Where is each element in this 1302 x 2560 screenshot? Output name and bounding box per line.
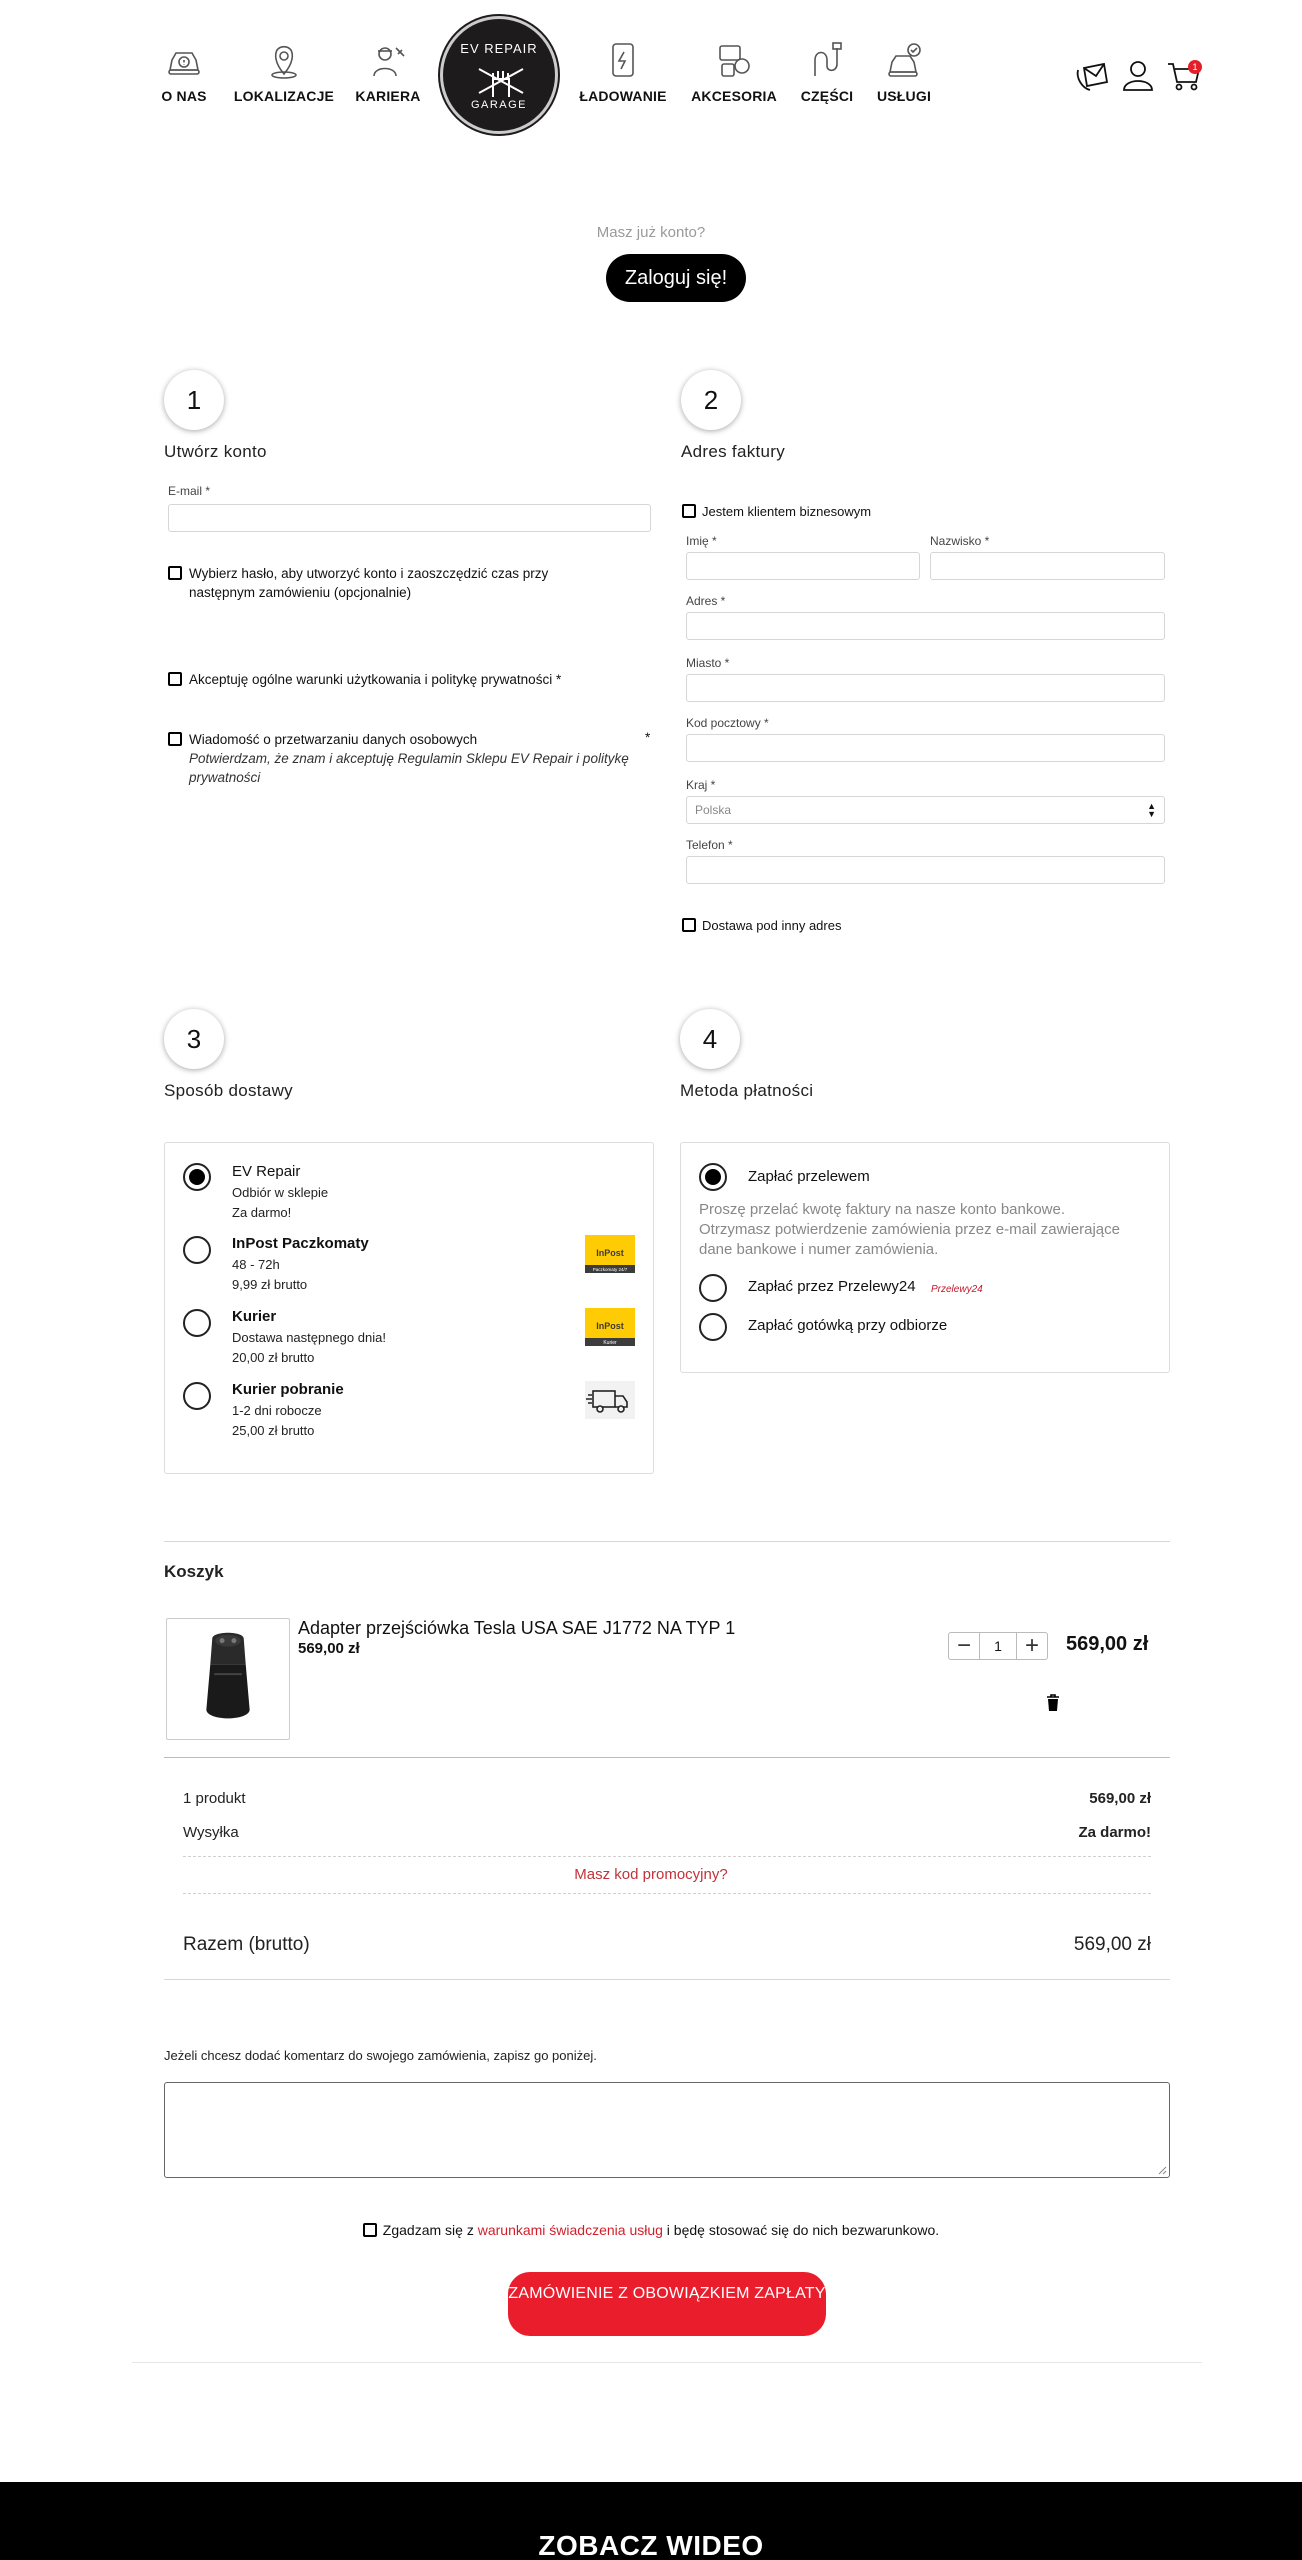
nav-label: KARIERA [355,88,421,104]
privacy-title: Wiadomość o przetwarzaniu danych osobowych [189,732,478,747]
promo-code-link[interactable]: Masz kod promocyjny? [574,1866,728,1883]
shipping-option-price: Za darmo! [232,1205,292,1220]
shipping-option-desc [232,1328,386,1368]
transfer-description: Proszę przelać kwotę faktury na nasze konto bankowe. Otrzymasz potwierdzenie zamówienia przez e-mail zawierające dane bankowe i numer zamówienia. [699,1201,1120,1258]
inpost-kurier-logo [585,1308,635,1346]
shipping-option-line1: 48 - 72h [232,1257,280,1272]
shipping-option-name: EV Repair [232,1163,301,1180]
business-client-label: Jestem klientem biznesowym [702,504,872,519]
shipping-radio-kurier[interactable] [183,1309,211,1337]
shipping-option-line1: 1-2 dni robocze [232,1403,322,1418]
nav-ladowanie[interactable] [563,40,683,104]
comment-label: Jeżeli chcesz dodać komentarz do swojego zamówienia, zapisz go poniżej. [164,2048,597,2063]
divider [132,2362,1202,2363]
email-field[interactable] [168,504,651,532]
payment-option-name: Zapłać przez Przelewy24 [748,1278,916,1295]
site-header [0,0,1302,140]
step-2-badge: 2 [681,370,741,430]
privacy-checkbox[interactable] [168,732,182,746]
nav-label: ŁADOWANIE [579,88,667,104]
mechanic-icon [368,40,408,80]
address-field[interactable] [686,612,1165,640]
shipping-option-line1: Odbiór w sklepie [232,1185,329,1200]
shipping-radio-inpost-paczkomaty[interactable] [183,1236,211,1264]
trash-icon[interactable] [1046,1694,1060,1712]
cart-count-badge: 1 [1188,60,1202,74]
privacy-required-star: * [645,730,651,745]
shipping-value: Za darmo! [1078,1824,1151,1841]
divider [164,1979,1170,1980]
order-comment-textarea[interactable] [164,2082,1170,2178]
select-arrows-icon: ▲ ▼ [1147,801,1156,819]
account-section-title: Utwórz konto [164,442,267,461]
agree-text-before: Zgadzam się z [382,2222,478,2238]
step-4-badge: 4 [680,1009,740,1069]
shipping-options-box [164,1142,654,1474]
address-label: Adres * [686,594,726,608]
inpost-logo-text: InPost [596,1321,624,1331]
agree-text-after: i będę stosować się do nich bezwarunkowo. [662,2222,940,2238]
shipping-label: Wysyłka [183,1824,239,1841]
service-terms-link[interactable]: warunkami świadczenia usług [477,2222,663,2238]
other-address-checkbox[interactable] [682,918,696,932]
payment-option-name: Zapłać przelewem [748,1168,870,1185]
first-name-label: Imię * [686,534,717,548]
footer-video-band [0,2482,1302,2560]
email-label: E-mail * [168,484,211,498]
przelewy24-logo: Przelewy24 [931,1284,983,1295]
payment-option-name: Zapłać gotówką przy odbiorze [748,1317,948,1334]
privacy-text: Potwierdzam, że znam i akceptuję Regulamin Sklepu EV Repair i politykę prywatności [189,751,629,785]
product-unit-price: 569,00 zł [298,1640,360,1657]
other-address-label: Dostawa pod inny adres [702,918,842,933]
service-terms-checkbox[interactable] [363,2223,377,2237]
fist-wrench-icon [477,61,525,101]
divider [164,1757,1170,1758]
phone-field[interactable] [686,856,1165,884]
postcode-field[interactable] [686,734,1165,762]
shipping-option-price: 25,00 zł brutto [232,1423,315,1438]
nav-uslugi[interactable] [844,40,964,104]
phone-label: Telefon * [686,838,733,852]
cart-title: Koszyk [164,1562,224,1581]
nav-label: AKCESORIA [691,88,777,104]
delivery-truck-icon [585,1381,635,1419]
payment-options-box [680,1142,1170,1373]
nav-label: CZĘŚCI [800,88,854,104]
ev-repair-logo[interactable] [440,16,558,134]
divider [183,1893,1151,1894]
place-order-button[interactable]: ZAMÓWIENIE Z OBOWIĄZKIEM ZAPŁATY [508,2272,826,2336]
shipping-radio-kurier-pobranie[interactable] [183,1382,211,1410]
qty-value[interactable]: 1 [979,1633,1017,1659]
product-count-value: 569,00 zł [1089,1790,1151,1807]
qty-decrease-button[interactable]: − [956,1632,971,1659]
nav-label: LOKALIZACJE [233,88,335,104]
nav-label: O NAS [161,88,207,104]
country-value: Polska [695,803,732,817]
line-total: 569,00 zł [1066,1633,1149,1655]
business-client-checkbox[interactable] [682,504,696,518]
first-name-field[interactable] [686,552,920,580]
accessories-icon [714,40,754,80]
city-label: Miasto * [686,656,730,670]
last-name-label: Nazwisko * [930,534,990,548]
payment-section-title: Metoda płatności [680,1081,814,1100]
last-name-field[interactable] [930,552,1165,580]
inpost-logo-text: InPost [596,1248,624,1258]
logo-text-top: EV REPAIR [460,41,538,56]
payment-radio-przelewy24[interactable] [699,1274,727,1302]
country-select[interactable] [686,796,1165,824]
payment-radio-cash[interactable] [699,1313,727,1341]
nav-label: USŁUGI [876,88,932,104]
product-thumbnail[interactable] [166,1618,290,1740]
charging-phone-icon [603,40,643,80]
shipping-option-name: InPost Paczkomaty [232,1235,369,1252]
password-opt-label: Wybierz hasło, aby utworzyć konto i zaoszczędzić czas przy następnym zamówieniu (opcjonalnie) [189,566,549,600]
footer-title: ZOBACZ WIDEO [538,2530,764,2560]
nav-kariera[interactable] [328,40,448,104]
resize-grip-icon[interactable] [1158,2166,1167,2175]
nav-lokalizacje[interactable] [224,40,344,104]
shipping-option-desc [232,1255,307,1295]
contact-phone-icon[interactable] [1074,58,1110,92]
password-opt-checkbox[interactable] [168,566,182,580]
shipping-option-name: Kurier [232,1308,277,1325]
terms-label: Akceptuję ogólne warunki użytkowania i politykę prywatności * [189,672,562,687]
shipping-option-desc [232,1401,322,1441]
account-icon[interactable] [1120,58,1156,92]
total-value: 569,00 zł [1073,1934,1151,1955]
adapter-product-image [167,1619,289,1739]
product-count-label: 1 produkt [183,1790,246,1807]
shipping-option-price: 20,00 zł brutto [232,1350,315,1365]
car-info-icon [164,40,204,80]
product-name[interactable]: Adapter przejściówka Tesla USA SAE J1772 NA TYP 1 [298,1618,736,1638]
inpost-paczkomaty-logo [585,1235,635,1273]
logo-text-bottom: GARAGE [470,99,528,111]
total-label: Razem (brutto) [183,1934,310,1955]
terms-agreement [0,2222,1302,2238]
shipping-radio-ev-repair[interactable] [183,1163,211,1191]
have-account-text: Masz już konto? [596,224,706,241]
step-3-badge: 3 [164,1009,224,1069]
terms-checkbox[interactable] [168,672,182,686]
shipping-option-name: Kurier pobranie [232,1381,344,1398]
shipping-option-price: 9,99 zł brutto [232,1277,308,1292]
payment-radio-transfer[interactable] [699,1163,727,1191]
country-label: Kraj * [686,778,716,792]
location-pin-icon [264,40,304,80]
postcode-label: Kod pocztowy * [686,716,769,730]
shipping-option-desc [232,1183,328,1223]
car-service-icon [884,40,924,80]
quantity-stepper [948,1632,1048,1660]
billing-section-title: Adres faktury [681,442,786,461]
inpost-logo-subtext: Kurier [603,1340,617,1346]
qty-increase-button[interactable]: + [1024,1632,1039,1659]
shipping-option-line1: Dostawa następnego dnia! [232,1330,386,1345]
privacy-notice [189,730,639,787]
divider [164,1541,1170,1542]
inpost-logo-subtext: Paczkomaty 24/7 [592,1267,628,1272]
step-1-badge: 1 [164,370,224,430]
shipping-section-title: Sposób dostawy [164,1081,293,1100]
login-button[interactable]: Zaloguj się! [606,254,746,302]
divider [183,1856,1151,1857]
cable-icon [807,40,847,80]
city-field[interactable] [686,674,1165,702]
